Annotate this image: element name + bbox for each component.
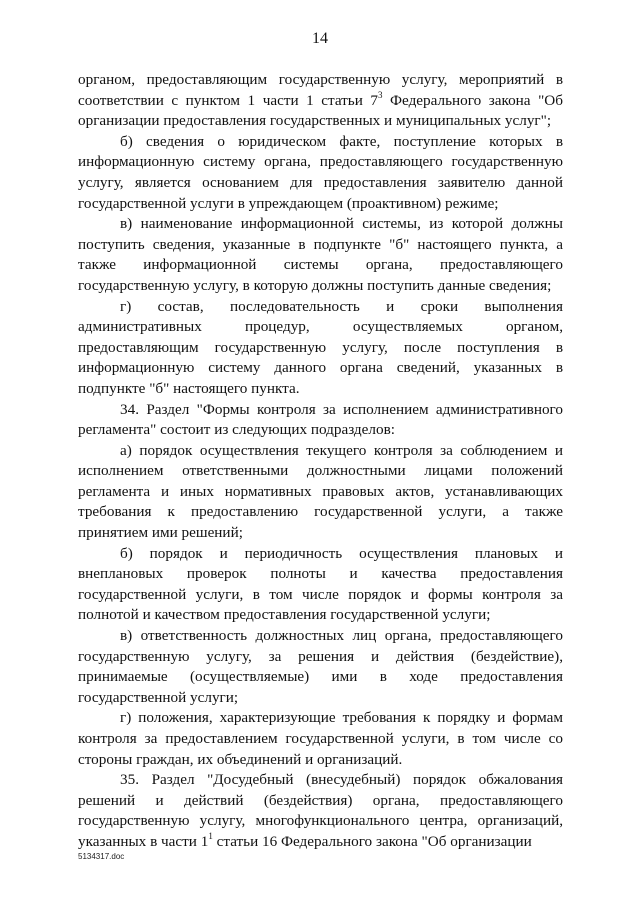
paragraph: [78, 626, 563, 708]
paragraph-text: г) положения, характеризующие требования к порядку и формам контроля за предоставлением государственной услуги, в том числе со стороны граждан, их объединений и организаций.: [78, 709, 563, 768]
paragraph: [78, 400, 563, 441]
superscript: 1: [208, 830, 213, 841]
paragraph-text: Федерального закона "Об организации предоставления государственных и муниципальных услуг";: [78, 91, 563, 130]
paragraph: [78, 441, 563, 544]
paragraph-text: б) порядок и периодичность осуществления плановых и внеплановых проверок полноты и качества предоставления государственной услуги, в том числе порядок и формы контроля за полнотой и качеством предоставления государственной услуги;: [78, 544, 563, 624]
paragraph-text: 34. Раздел "Формы контроля за исполнением административного регламента" состоит из следующих подразделов:: [78, 400, 563, 439]
paragraph-text: а) порядок осуществления текущего контроля за соблюдением и исполнением ответственными должностными лицами положений регламента и иных нормативных правовых актов, устанавливающих требования к предоставлению государственной услуги, а также принятием ими решений;: [78, 441, 563, 542]
paragraph-text: г) состав, последовательность и сроки выполнения административных процедур, осуществляемых органом, предоставляющим государственную услугу, после поступления в информационную систему данного органа сведений, указанных в подпункте "б" настоящего пункта.: [78, 297, 563, 397]
paragraph-text: б) сведения о юридическом факте, поступление которых в информационную систему органа, предоставляющего государственную услугу, является основанием для предоставления заявителю данной государственной услуги в упреждающем (проактивном) режиме;: [78, 132, 563, 212]
paragraph: [78, 708, 563, 770]
document-filename: 5134317.doc: [78, 852, 125, 861]
paragraph-text: 35. Раздел "Досудебный (внесудебный) порядок обжалования решений и действий (бездействия) органа, предоставляющего государственную услугу, многофункционального центра, организаций, указанных в части 1: [78, 771, 563, 850]
paragraph: [78, 214, 563, 296]
paragraph: [78, 70, 563, 132]
superscript: 3: [378, 89, 383, 100]
document-body: [78, 70, 563, 853]
page-number: 14: [312, 30, 328, 47]
paragraph-text: органом, предоставляющим государственную услугу, мероприятий в соответствии с пунктом 1 части 1 статьи 7: [78, 71, 563, 109]
paragraph-text: статьи 16 Федерального закона "Об организации: [212, 832, 532, 850]
paragraph: [78, 297, 563, 400]
paragraph-text: в) наименование информационной системы, из которой должны поступить сведения, указанные в подпункте "б" настоящего пункта, а также информационной системы органа, предоставляющего государственную услугу, в которую должны поступить данные сведения;: [78, 215, 563, 294]
paragraph: [78, 544, 563, 626]
paragraph-text: в) ответственность должностных лиц органа, предоставляющего государственную услугу, за решения и действия (бездействие), принимаемые (осуществляемые) ими в ходе предоставления государственной услуги;: [78, 627, 563, 706]
paragraph: [78, 132, 563, 214]
paragraph: [78, 770, 563, 852]
